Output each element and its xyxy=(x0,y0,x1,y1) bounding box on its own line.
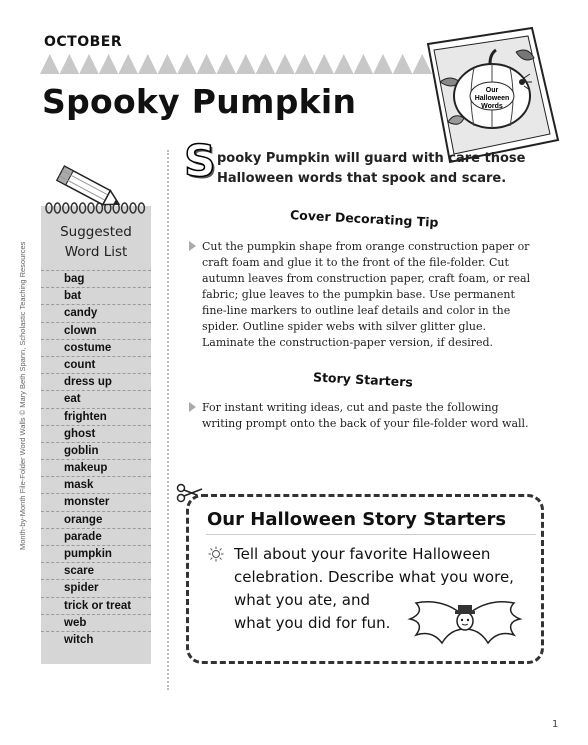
word-list-item: makeup xyxy=(41,459,151,476)
word-list-item: mask xyxy=(41,476,151,493)
word-list-item: frighten xyxy=(41,408,151,425)
word-list-heading-line2: Word List xyxy=(64,244,128,260)
prompt-line3: what you ate, and xyxy=(234,591,371,609)
word-list-heading xyxy=(41,222,151,262)
folder-label-2: Halloween xyxy=(474,95,510,102)
intro-text xyxy=(217,149,537,189)
word-list-item: goblin xyxy=(41,442,151,459)
word-list-item: web xyxy=(41,614,151,631)
word-list xyxy=(41,270,151,648)
side-credit-text: Month-by-Month File-Folder Word Walls © Mary Beth Spann, Scholastic Teaching Resources xyxy=(18,241,27,550)
word-list-item: parade xyxy=(41,528,151,545)
sun-bullet-icon xyxy=(208,546,224,562)
cover-tip-heading: Cover Decorating Tip xyxy=(289,207,439,230)
intro-line2: Halloween words that spook and scare. xyxy=(217,171,507,186)
intro-line1: pooky Pumpkin will guard with care those xyxy=(217,151,526,166)
word-list-item: candy xyxy=(41,304,151,321)
drop-cap: S xyxy=(184,136,216,187)
side-credit xyxy=(4,190,30,550)
word-list-item: monster xyxy=(41,493,151,510)
prompt-line1: Tell about your favorite Halloween xyxy=(234,545,491,563)
word-list-item: spider xyxy=(41,579,151,596)
folder-label-1: Our xyxy=(485,87,499,94)
story-starters-text: For instant writing ideas, cut and paste the following writing prompt onto the back of your file-folder word wall. xyxy=(202,401,529,430)
dotted-divider xyxy=(167,150,169,690)
word-list-item: orange xyxy=(41,511,151,528)
page-title: Spooky Pumpkin xyxy=(42,82,357,121)
word-list-item: pumpkin xyxy=(41,545,151,562)
pumpkin-folder-illustration xyxy=(420,22,566,168)
story-card-title: Our Halloween Story Starters xyxy=(207,509,507,530)
word-list-item: bat xyxy=(41,287,151,304)
prompt-line4: what you did for fun. xyxy=(234,614,391,632)
pencil-icon xyxy=(48,160,128,220)
month-label: OCTOBER xyxy=(44,34,123,50)
folder-label-3: Words xyxy=(481,103,503,110)
word-list-item: count xyxy=(41,356,151,373)
story-starters-heading: Story Starters xyxy=(312,369,414,390)
bullet-triangle-icon xyxy=(189,241,196,251)
word-list-item: ghost xyxy=(41,425,151,442)
bullet-triangle-icon xyxy=(189,402,196,412)
word-list-item: clown xyxy=(41,322,151,339)
word-list-item: bag xyxy=(41,270,151,287)
word-list-item: witch xyxy=(41,631,151,648)
prompt-line2: celebration. Describe what you wore, xyxy=(234,568,514,586)
word-list-item: trick or treat xyxy=(41,597,151,614)
bat-illustration xyxy=(402,595,528,651)
cover-tip-text: Cut the pumpkin shape from orange construction paper or craft foam and glue it to the front of the file-folder. Cut autumn leaves from construction paper, craft foam, or real fabric; glue leaves to the pumpkin base. Use permanent fine-line markers to outline leaf details and color in the spider. Outline spider webs with silver glitter glue. Laminate the construction-paper version, if desired. xyxy=(202,240,531,349)
zigzag-banner xyxy=(40,52,432,74)
page-number: 1 xyxy=(552,719,559,730)
word-list-item: scare xyxy=(41,562,151,579)
word-list-item: dress up xyxy=(41,373,151,390)
word-list-item: eat xyxy=(41,390,151,407)
word-list-heading-line1: Suggested xyxy=(60,224,132,240)
story-card-rule xyxy=(206,534,536,535)
word-list-item: costume xyxy=(41,339,151,356)
